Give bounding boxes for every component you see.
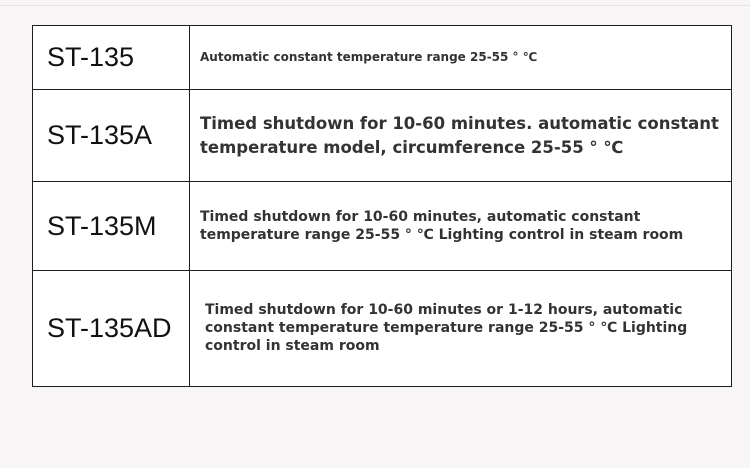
model-cell: ST-135M (33, 182, 190, 270)
model-cell: ST-135 (33, 26, 190, 90)
model-cell: ST-135AD (33, 270, 190, 386)
table-row (33, 182, 732, 270)
description-cell (190, 90, 732, 182)
description-text: Timed shutdown for 10-60 minutes, automatic constant temperature range 25-55 ° ℃ Lighting control in steam room (200, 209, 684, 244)
description-text: Timed shutdown for 10-60 minutes. automatic constant temperature model, circumference 25-55 ° ℃ (200, 113, 719, 157)
table-row (33, 90, 732, 182)
table-row (33, 26, 732, 90)
description-text: Timed shutdown for 10-60 minutes or 1-12 hours, automatic constant temperature temperature range 25-55 ° ℃ Lighting control in steam room (205, 302, 688, 355)
description-text: Automatic constant temperature range 25-55 ° ℃ (200, 50, 538, 65)
table-row (33, 270, 732, 386)
description-cell (190, 182, 732, 270)
description-cell (190, 270, 732, 386)
spec-table (32, 25, 732, 387)
model-cell: ST-135A (33, 90, 190, 182)
top-divider (0, 5, 750, 6)
description-cell (190, 26, 732, 90)
